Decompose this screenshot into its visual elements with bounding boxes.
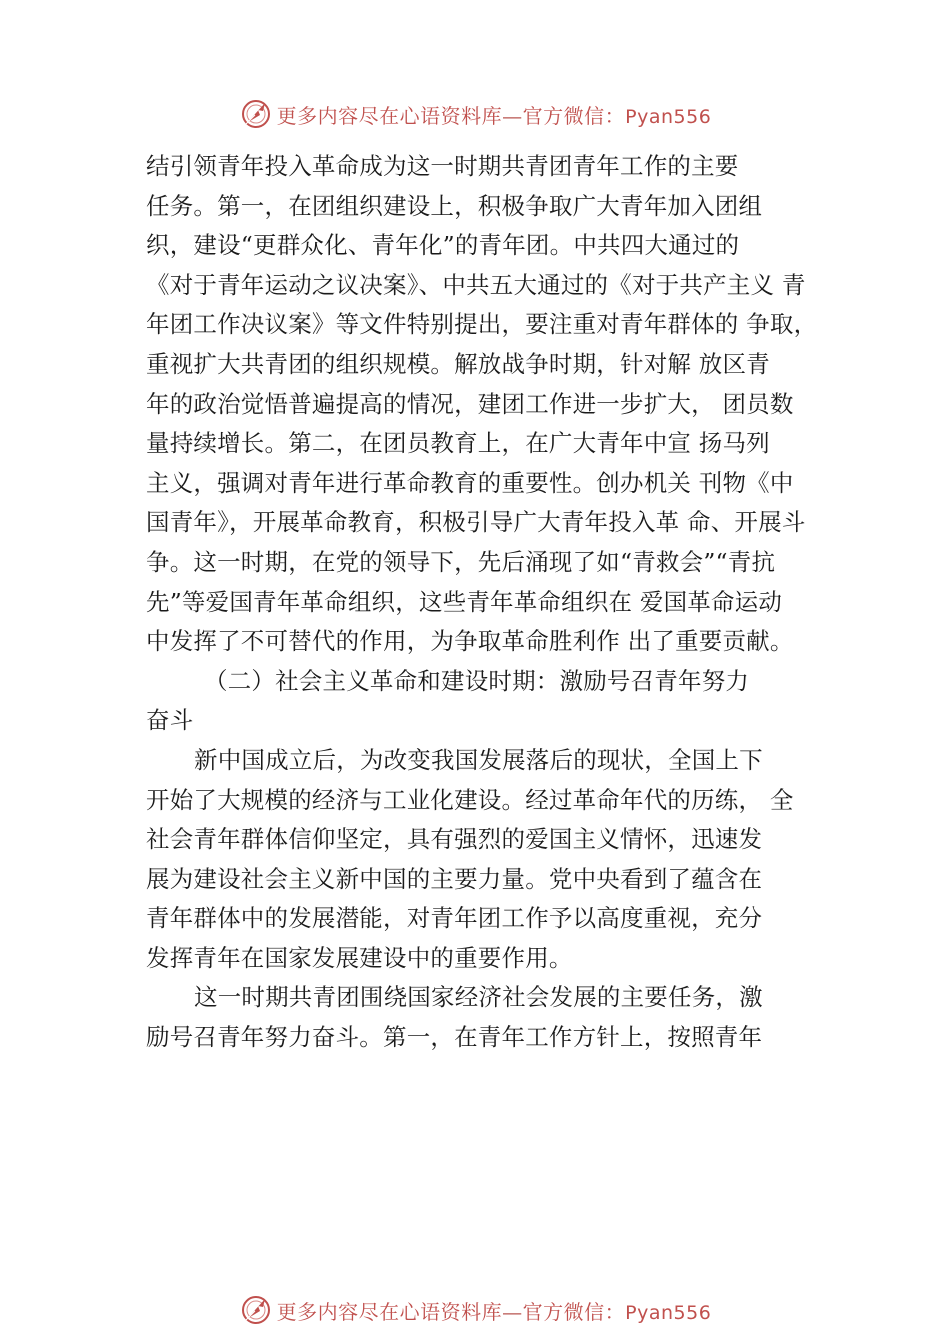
quill-logo-icon bbox=[239, 1293, 273, 1327]
header-separator: — bbox=[502, 103, 523, 128]
paragraph-line: 展为建设社会主义新中国的主要力量。党中央看到了蕴含在 bbox=[146, 864, 763, 893]
body-line: 结引领青年投入革命成为这一时期共青团青年工作的主要 bbox=[146, 152, 739, 180]
quill-logo-icon bbox=[239, 97, 273, 131]
body-line: 《对于青年运动之议决案》、中共五大通过的《对于共产主义 青 bbox=[146, 270, 806, 299]
footer-banner-text bbox=[277, 1296, 712, 1325]
paragraph-line: 开始了大规模的经济与工业化建设。经过革命年代的历练， 全 bbox=[146, 785, 794, 814]
body-line: 年的政治觉悟普遍提高的情况，建团工作进一步扩大， 团员数 bbox=[146, 389, 794, 418]
body-line: 任务。第一，在团组织建设上，积极争取广大青年加入团组 bbox=[146, 191, 763, 220]
section-heading-continuation: 奋斗 bbox=[146, 706, 194, 735]
footer-separator: — bbox=[502, 1299, 523, 1324]
paragraph-line: 发挥青年在国家发展建设中的重要作用。 bbox=[146, 943, 573, 972]
document-body bbox=[146, 147, 846, 1058]
body-line: 主义，强调对青年进行革命教育的重要性。创办机关 刊物《中 bbox=[146, 468, 794, 497]
paragraph-line: 励号召青年努力奋斗。第一，在青年工作方针上，按照青年 bbox=[146, 1023, 763, 1052]
paragraph-line: 青年群体中的发展潜能，对青年团工作予以高度重视，充分 bbox=[146, 904, 763, 933]
footer-wechat-id: Pyan556 bbox=[625, 1301, 712, 1324]
header-banner-text bbox=[277, 100, 712, 129]
footer-site-text: 更多内容尽在心语资料库 bbox=[276, 1299, 503, 1324]
body-line: 重视扩大共青团的组织规模。解放战争时期，针对解 放区青 bbox=[146, 349, 770, 378]
body-line: 量持续增长。第二，在团员教育上，在广大青年中宣 扬马列 bbox=[146, 429, 770, 458]
body-line: 国青年》，开展革命教育，积极引导广大青年投入革 命、开展斗 bbox=[146, 508, 806, 537]
paragraph-line: 社会青年群体信仰坚定，具有强烈的爱国主义情怀，迅速发 bbox=[146, 825, 763, 854]
footer-wechat-label: 官方微信： bbox=[522, 1299, 626, 1324]
body-line: 先”等爱国青年革命组织，这些青年革命组织在 爱国革命运动 bbox=[146, 587, 783, 616]
section-heading: （二）社会主义革命和建设时期：激励号召青年努力 bbox=[204, 666, 750, 695]
body-line: 年团工作决议案》等文件特别提出，要注重对青年群体的 争取， bbox=[146, 310, 818, 339]
header-wechat-label: 官方微信： bbox=[522, 103, 626, 128]
paragraph-line: 新中国成立后，为改变我国发展落后的现状，全国上下 bbox=[194, 745, 763, 774]
header-wechat-id: Pyan556 bbox=[625, 105, 712, 128]
footer-banner bbox=[0, 1290, 950, 1330]
body-line: 争。这一时期，在党的领导下，先后涌现了如“青救会”“青抗 bbox=[146, 547, 776, 576]
body-line: 织，建设“更群众化、青年化”的青年团。中共四大通过的 bbox=[146, 231, 740, 260]
paragraph-line: 这一时期共青团围绕国家经济社会发展的主要任务，激 bbox=[194, 983, 763, 1012]
header-site-text: 更多内容尽在心语资料库 bbox=[276, 103, 503, 128]
header-banner bbox=[0, 94, 950, 134]
body-line: 中发挥了不可替代的作用，为争取革命胜利作 出了重要贡献。 bbox=[146, 627, 794, 656]
